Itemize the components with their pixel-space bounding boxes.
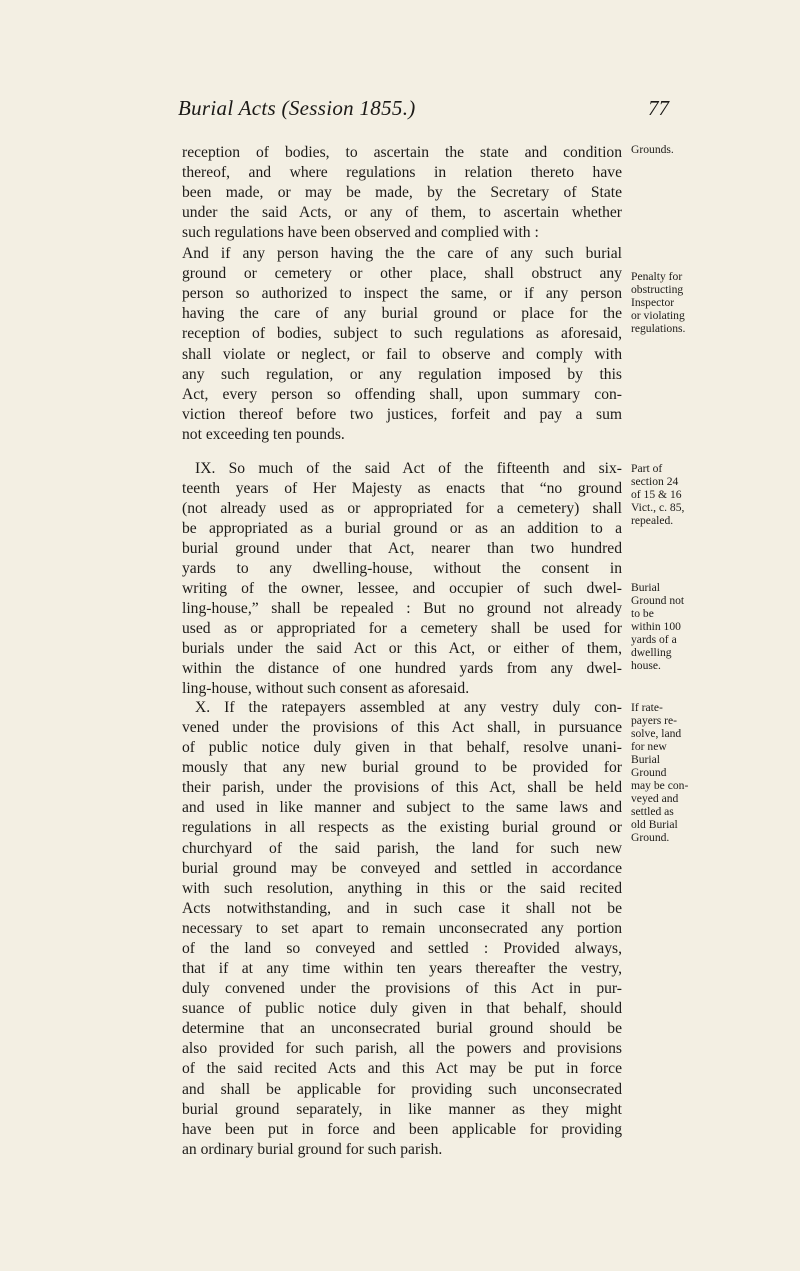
- text-line: ling-house,” shall be repealed : But no ground not already: [182, 600, 622, 617]
- text-line: any such regulation, or any regulation imposed by this: [182, 365, 622, 383]
- text-line: within the distance of one hundred yards from any dwel-: [182, 660, 622, 677]
- text-line: necessary to set apart to remain unconsecrated any portion: [182, 919, 622, 937]
- text-line: under the said Acts, or any of them, to ascertain whether: [182, 204, 622, 222]
- marginal-note-line: Burial: [631, 581, 660, 594]
- page-number: 77: [648, 96, 669, 120]
- text-line: their parish, under the provisions of this Act, shall be held: [182, 779, 622, 797]
- text-line: been made, or may be made, by the Secretary of State: [182, 184, 622, 202]
- text-line: IX. So much of the said Act of the fifteenth and six-: [195, 460, 622, 477]
- running-title: Burial Acts (Session 1855.): [178, 96, 416, 120]
- marginal-note-line: Grounds.: [631, 143, 674, 156]
- text-line: such regulations have been observed and complied with :: [182, 224, 539, 242]
- text-line: and shall be applicable for providing such unconsecrated: [182, 1080, 622, 1098]
- marginal-note-line: If rate-: [631, 701, 663, 714]
- marginal-note-line: Penalty for: [631, 270, 683, 283]
- text-line: also provided for such parish, all the powers and provisions: [182, 1040, 622, 1058]
- text-line: be appropriated as a burial ground or as an addition to a: [182, 520, 622, 537]
- text-line: teenth years of Her Majesty as enacts that “no ground: [182, 480, 622, 497]
- text-line: duly convened under the provisions of this Act in pur-: [182, 980, 622, 998]
- marginal-note-line: dwelling: [631, 646, 672, 659]
- marginal-note-line: obstructing: [631, 283, 684, 296]
- text-line: X. If the ratepayers assembled at any vestry duly con-: [195, 699, 622, 716]
- marginal-note-line: regulations.: [631, 322, 686, 335]
- text-line: Acts notwithstanding, and in such case it shall not be: [182, 899, 622, 917]
- text-line: regulations in all respects as the existing burial ground or: [182, 819, 622, 837]
- text-line: determine that an unconsecrated burial ground should be: [182, 1020, 622, 1038]
- marginal-note-line: of 15 & 16: [631, 488, 682, 501]
- text-line: burial ground may be conveyed and settled in accordance: [182, 859, 622, 877]
- marginal-note-line: Vict., c. 85,: [631, 501, 685, 514]
- marginal-note-line: for new: [631, 740, 667, 753]
- text-line: viction thereof before two justices, forfeit and pay a sum: [182, 405, 622, 423]
- text-line: writing of the owner, lessee, and occupier of such dwel-: [182, 580, 622, 597]
- marginal-note-line: settled as: [631, 805, 674, 818]
- marginal-note-line: yards of a: [631, 633, 677, 646]
- marginal-note-line: Inspector: [631, 296, 675, 309]
- marginal-note-line: to be: [631, 607, 654, 620]
- text-line: having the care of any burial ground or place for the: [182, 305, 622, 323]
- marginal-note-line: may be con-: [631, 779, 689, 792]
- marginal-note-line: Burial: [631, 753, 660, 766]
- marginal-note-line: or violating: [631, 309, 685, 322]
- text-line: shall violate or neglect, or fail to observe and comply with: [182, 345, 622, 363]
- text-line: mously that any new burial ground to be provided for: [182, 759, 622, 777]
- marginal-note-line: Ground not: [631, 594, 685, 607]
- text-line: that if at any time within ten years thereafter the vestry,: [182, 960, 622, 978]
- marginal-note-line: Ground.: [631, 831, 670, 844]
- text-line: with such resolution, anything in this or the said recited: [182, 879, 622, 897]
- page-header: [178, 96, 669, 120]
- marginal-note-line: solve, land: [631, 727, 682, 740]
- text-line: reception of bodies, subject to such regulations as aforesaid,: [182, 325, 622, 343]
- text-line: suance of public notice duly given in that behalf, should: [182, 1000, 622, 1018]
- marginal-note-line: Ground: [631, 766, 667, 779]
- text-line: an ordinary burial ground for such parish.: [182, 1140, 443, 1158]
- text-line: and used in like manner and subject to the same laws and: [182, 799, 622, 817]
- text-line: of public notice duly given in that behalf, resolve unani-: [182, 739, 622, 757]
- text-line: burial ground under that Act, nearer than two hundred: [182, 540, 622, 557]
- text-line: ling-house, without such consent as aforesaid.: [182, 680, 470, 697]
- marginal-note-line: old Burial: [631, 818, 678, 831]
- text-line: person so authorized to inspect the same, or if any person: [182, 285, 622, 303]
- marginal-note-line: within 100: [631, 620, 681, 633]
- text-line: Act, every person so offending shall, upon summary con-: [182, 385, 622, 403]
- text-line: ground or cemetery or other place, shall obstruct any: [182, 265, 622, 283]
- text-line: of the said recited Acts and this Act may be put in force: [182, 1060, 622, 1078]
- text-line: burials under the said Act or this Act, or either of them,: [182, 640, 622, 657]
- text-line: And if any person having the the care of any such burial: [182, 245, 622, 262]
- text-line: burial ground separately, in like manner as they might: [182, 1100, 622, 1118]
- marginal-note-line: section 24: [631, 475, 679, 488]
- marginal-note-line: Part of: [631, 462, 663, 475]
- text-line: (not already used as or appropriated for a cemetery) shall: [182, 500, 622, 517]
- marginal-note-line: veyed and: [631, 792, 679, 805]
- text-line: reception of bodies, to ascertain the state and condition: [182, 144, 622, 161]
- text-line: have been put in force and been applicable for providing: [182, 1120, 622, 1138]
- text-line: used as or appropriated for a cemetery shall be used for: [182, 620, 622, 637]
- text-line: of the land so conveyed and settled : Provided always,: [182, 939, 622, 957]
- text-line: yards to any dwelling-house, without the consent in: [182, 560, 622, 577]
- marginal-note-line: payers re-: [631, 714, 678, 727]
- text-line: thereof, and where regulations in relation thereto have: [182, 164, 622, 182]
- marginal-note-line: house.: [631, 659, 661, 672]
- text-line: not exceeding ten pounds.: [182, 425, 345, 443]
- text-line: vened under the provisions of this Act shall, in pursuance: [182, 719, 622, 737]
- text-line: churchyard of the said parish, the land for such new: [182, 839, 622, 857]
- marginal-note-line: repealed.: [631, 514, 674, 527]
